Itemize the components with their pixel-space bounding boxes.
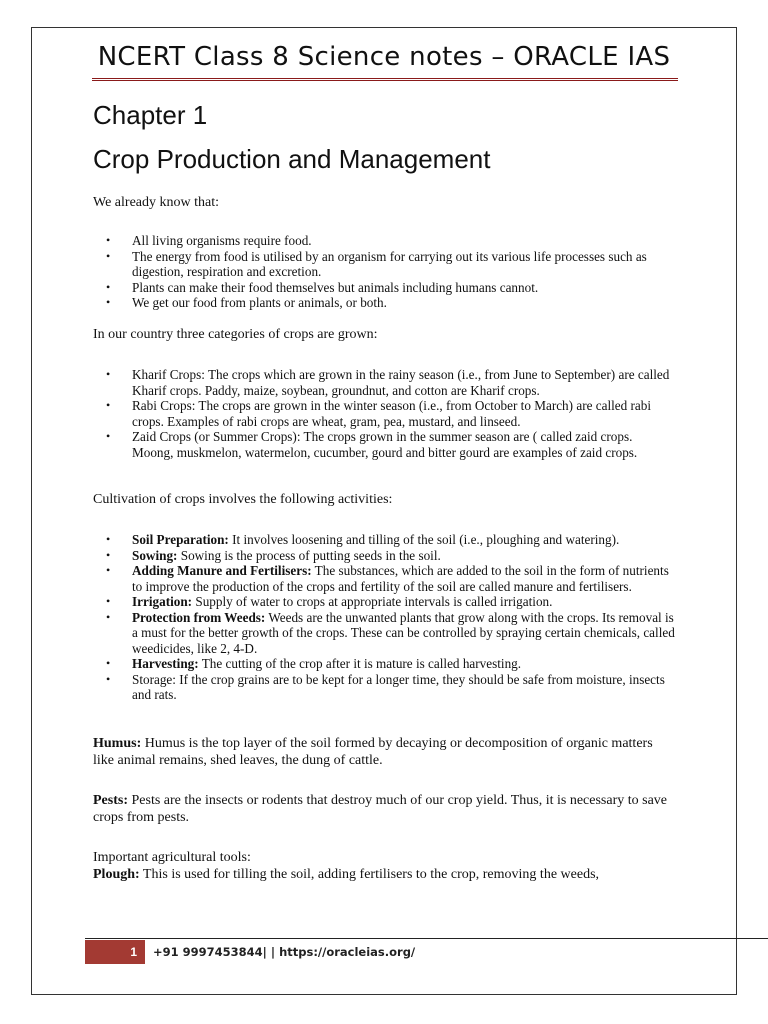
crops-lead: In our country three categories of crops are grown:	[93, 327, 378, 342]
list-item	[93, 672, 675, 703]
list-item	[93, 656, 675, 672]
tools-lead: Important agricultural tools:	[93, 850, 251, 865]
chapter-title: Crop Production and Management	[93, 144, 491, 174]
humus-term: Humus:	[93, 736, 142, 751]
intro-list	[93, 233, 675, 311]
plough-paragraph	[93, 866, 673, 883]
list-item	[93, 548, 675, 564]
intro-lead: We already know that:	[93, 195, 219, 210]
item-text: The cutting of the crop after it is mature is called harvesting.	[198, 656, 522, 671]
item-term: Sowing:	[132, 547, 178, 563]
humus-text: Humus is the top layer of the soil formed by decaying or decomposition of organic matters like animal remains, shed leaves, the dung of cattle.	[93, 736, 653, 768]
item-text: The substances, which are added to the soil in the form of nutrients to improve the production of the crops and fertility of the soil are called manure and fertilisers.	[132, 563, 669, 594]
list-item	[93, 563, 675, 594]
list-item	[93, 610, 675, 657]
footer-contact: +91 9997453844| | https://oracleias.org/	[153, 945, 416, 959]
pests-term: Pests:	[93, 793, 128, 808]
header-rule	[92, 78, 678, 81]
list-item: • We get our food from plants or animals, or both.	[93, 295, 675, 311]
list-item	[93, 594, 675, 610]
list-item	[93, 532, 675, 548]
item-term: Soil Preparation:	[132, 532, 229, 547]
page-header-title: NCERT Class 8 Science notes – ORACLE IAS	[97, 42, 671, 72]
list-item: • Plants can make their food themselves but animals including humans cannot.	[93, 280, 675, 296]
item-term: Irrigation:	[132, 594, 193, 609]
plough-term: Plough:	[93, 867, 140, 882]
item-text: Sowing is the process of putting seeds in the soil.	[177, 547, 441, 563]
list-item: • Zaid Crops (or Summer Crops): The crops grown in the summer season are ( called zaid crops. Moong, muskmelon, watermelon, cucumber, gourd and bitter gourd are examples of zaid crops.	[93, 429, 675, 460]
item-text: Supply of water to crops at appropriate intervals is called irrigation.	[192, 594, 553, 609]
item-term: Harvesting:	[132, 656, 199, 671]
item-text: Storage: If the crop grains are to be kept for a longer time, they should be safe from moisture, insects and rats.	[132, 671, 665, 702]
item-text: Weeds are the unwanted plants that grow along with the crops. Its removal is a must for the better growth of the crops. These can be controlled by spraying certain chemicals, called weedicides, like 2, 4-D.	[132, 609, 675, 656]
page-number: 1	[85, 940, 145, 964]
plough-text: This is used for tilling the soil, adding fertilisers to the crop, removing the weeds,	[139, 867, 600, 882]
chapter-label: Chapter 1	[93, 100, 208, 130]
humus-paragraph	[93, 735, 673, 769]
crops-list	[93, 367, 675, 460]
activities-lead: Cultivation of crops involves the following activities:	[93, 492, 393, 507]
footer-rule	[85, 938, 768, 939]
list-item: • Rabi Crops: The crops are grown in the winter season (i.e., from October to March) are called rabi crops. Examples of rabi crops are wheat, gram, pea, mustard, and linseed.	[93, 398, 675, 429]
list-item: • The energy from food is utilised by an organism for carrying out its various life processes such as digestion, respiration and excretion.	[93, 249, 675, 280]
activities-list	[93, 532, 675, 703]
pests-paragraph	[93, 792, 673, 826]
list-item: • All living organisms require food.	[93, 233, 675, 249]
item-text: It involves loosening and tilling of the soil (i.e., ploughing and watering).	[228, 532, 620, 547]
pests-text: Pests are the insects or rodents that destroy much of our crop yield. Thus, it is necessary to save crops from pests.	[93, 793, 668, 825]
list-item: • Kharif Crops: The crops which are grown in the rainy season (i.e., from June to September) are called Kharif crops. Paddy, maize, soybean, groundnut, and cotton are Kharif crops.	[93, 367, 675, 398]
item-term: Protection from Weeds:	[132, 609, 266, 625]
item-term: Adding Manure and Fertilisers:	[132, 563, 312, 578]
